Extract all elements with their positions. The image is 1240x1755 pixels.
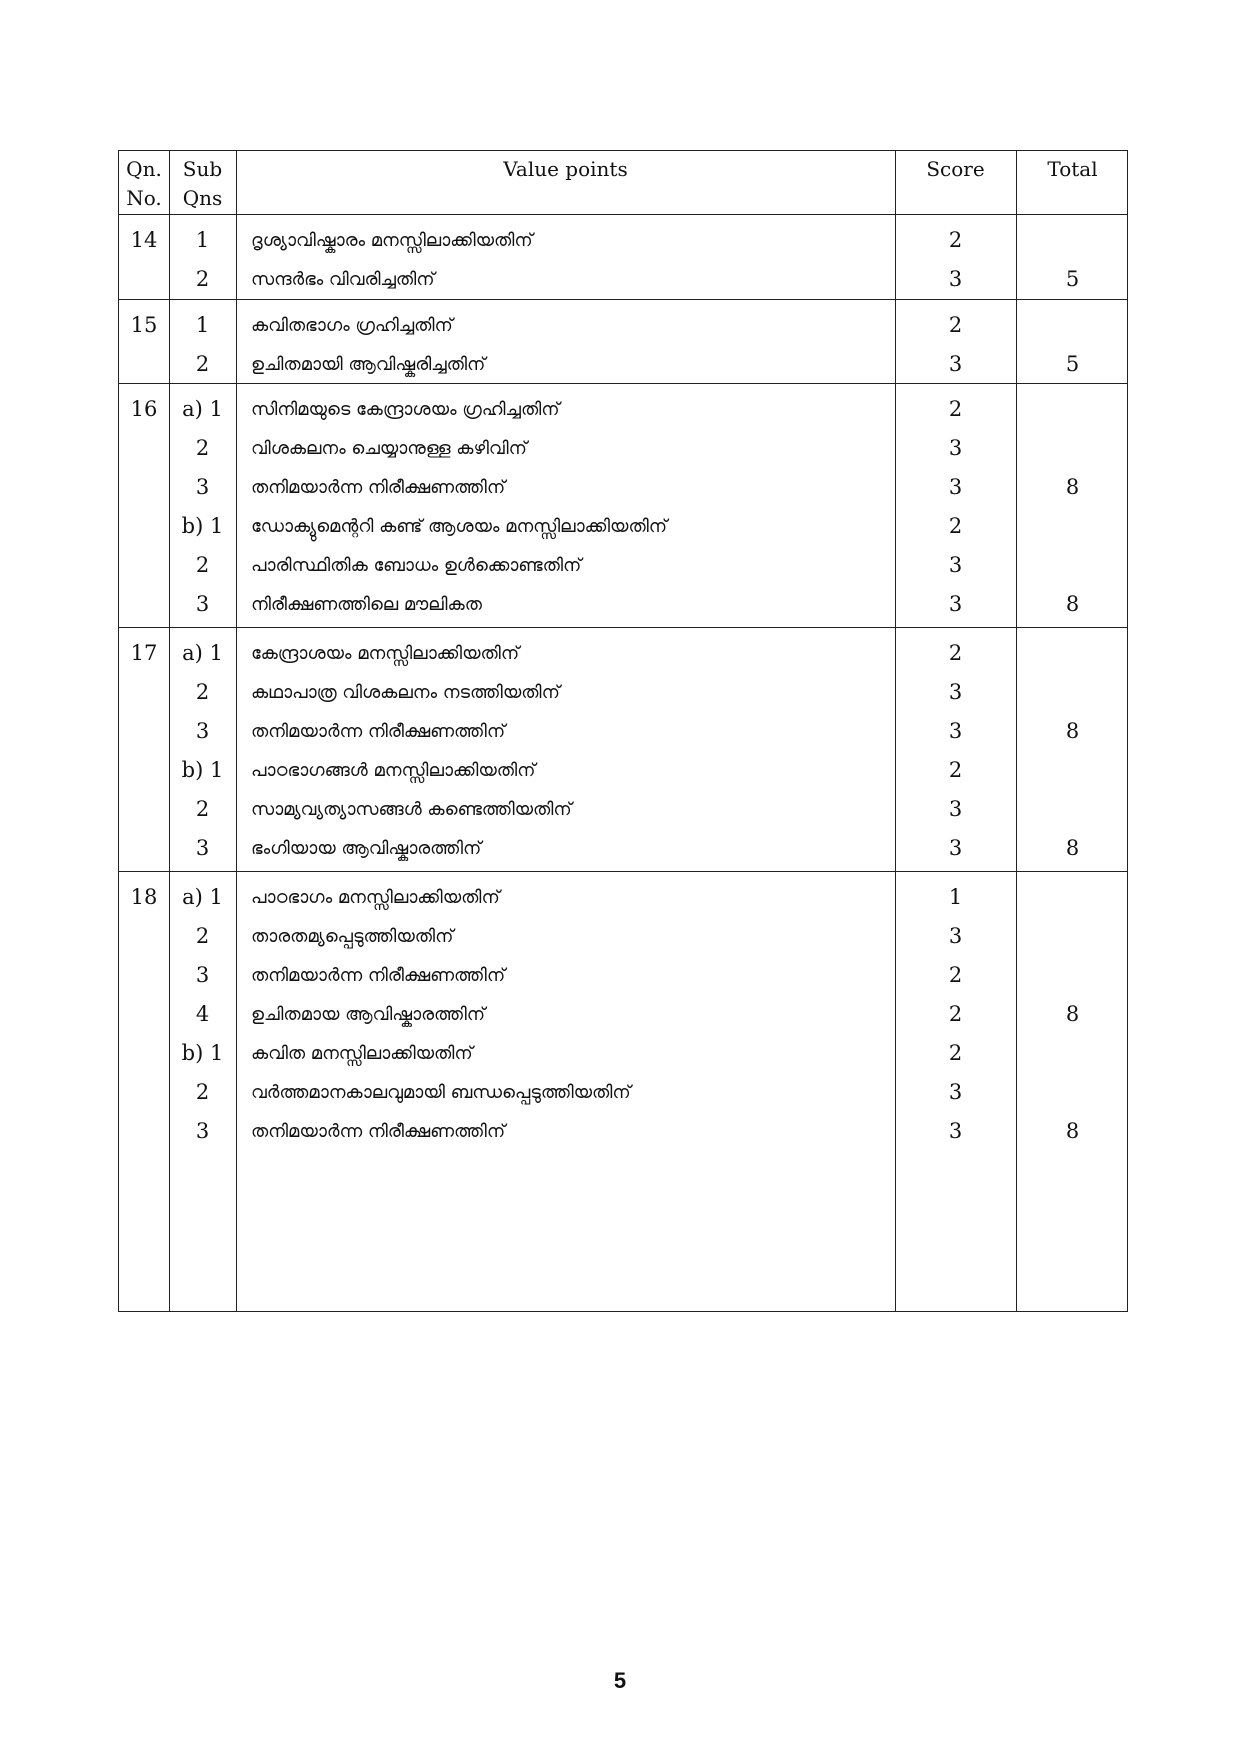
score-cell: 2 <box>948 1041 963 1065</box>
score-cell: 3 <box>948 1080 963 1104</box>
value-point: കവിതഭാഗം ഗ്രഹിച്ചതിന് <box>251 315 453 336</box>
value-points-table <box>118 150 1128 1312</box>
question-number: 14 <box>130 228 158 252</box>
value-point: സന്ദർഭം വിവരിച്ചതിന് <box>251 269 435 290</box>
sub-question: a) 1 <box>182 641 223 665</box>
sub-question: 2 <box>195 267 210 291</box>
score-cell: 3 <box>948 1119 963 1143</box>
table-row <box>119 917 1127 956</box>
sub-question: 3 <box>195 719 210 743</box>
table-row <box>119 751 1127 790</box>
sub-question: a) 1 <box>182 397 223 421</box>
question-number: 18 <box>130 885 158 909</box>
table-row <box>119 1034 1127 1073</box>
value-point: തനിമയാർന്ന നിരീക്ഷണത്തിന് <box>251 477 506 498</box>
question-number: 17 <box>130 641 158 665</box>
header-total: Total <box>1047 157 1098 181</box>
sub-question: 2 <box>195 1080 210 1104</box>
score-cell: 3 <box>948 352 963 376</box>
value-point: സാമ്യവ്യത്യാസങ്ങൾ കണ്ടെത്തിയതിന് <box>251 799 572 820</box>
total-cell: 8 <box>1065 1002 1080 1026</box>
table-row <box>119 585 1127 624</box>
table-row <box>119 956 1127 995</box>
value-point: വർത്തമാനകാലവുമായി ബന്ധപ്പെടുത്തിയതിന് <box>251 1082 631 1103</box>
value-point: ഭംഗിയായ ആവിഷ്കാരത്തിന് <box>251 838 482 859</box>
score-cell: 2 <box>948 641 963 665</box>
value-point: തനിമയാർന്ന നിരീക്ഷണത്തിന് <box>251 965 506 986</box>
header-score: Score <box>926 157 985 181</box>
value-point: തനിമയാർന്ന നിരീക്ഷണത്തിന് <box>251 1121 506 1142</box>
sub-question: 3 <box>195 963 210 987</box>
sub-question: 2 <box>195 436 210 460</box>
value-point: പാഠഭാഗങ്ങൾ മനസ്സിലാക്കിയതിന് <box>251 760 536 781</box>
total-cell: 8 <box>1065 836 1080 860</box>
total-cell: 5 <box>1065 352 1080 376</box>
total-cell: 8 <box>1065 475 1080 499</box>
sub-question: 3 <box>195 1119 210 1143</box>
table-row <box>119 507 1127 546</box>
score-cell: 3 <box>948 719 963 743</box>
sub-question: 3 <box>195 592 210 616</box>
question-number: 16 <box>130 397 158 421</box>
table-row <box>119 673 1127 712</box>
sub-question: 2 <box>195 680 210 704</box>
header-sub-qns: Sub Qns <box>182 157 223 210</box>
sub-question: 2 <box>195 352 210 376</box>
score-cell: 2 <box>948 758 963 782</box>
page-number: 5 <box>613 1668 627 1693</box>
header-qn-no: Qn. No. <box>126 157 162 210</box>
sub-question: 1 <box>195 228 210 252</box>
sub-question: 1 <box>195 313 210 337</box>
sub-question: 2 <box>195 553 210 577</box>
score-cell: 3 <box>948 836 963 860</box>
total-cell: 8 <box>1065 719 1080 743</box>
value-point: താരതമ്യപ്പെടുത്തിയതിന് <box>251 926 454 947</box>
value-point: ദൃശ്യാവിഷ്കാരം മനസ്സിലാക്കിയതിന് <box>251 230 533 251</box>
group-divider <box>119 627 1127 628</box>
sub-question: 3 <box>195 475 210 499</box>
score-cell: 2 <box>948 1002 963 1026</box>
value-point: പാഠഭാഗം മനസ്സിലാക്കിയതിന് <box>251 887 500 908</box>
value-point: സിനിമയുടെ കേന്ദ്രാശയം ഗ്രഹിച്ചതിന് <box>251 399 560 420</box>
table-row <box>119 634 1127 673</box>
score-cell: 3 <box>948 553 963 577</box>
table-row <box>119 345 1127 384</box>
value-point: പാരിസ്ഥിതിക ബോധം ഉൾക്കൊണ്ടതിന് <box>251 555 582 576</box>
table-row <box>119 468 1127 507</box>
group-divider <box>119 871 1127 872</box>
sub-question: 2 <box>195 924 210 948</box>
total-cell: 5 <box>1065 267 1080 291</box>
sub-question: b) 1 <box>181 514 224 538</box>
table-row <box>119 829 1127 868</box>
score-cell: 3 <box>948 680 963 704</box>
table-row <box>119 712 1127 751</box>
group-divider <box>119 299 1127 300</box>
score-cell: 3 <box>948 924 963 948</box>
score-cell: 2 <box>948 397 963 421</box>
score-cell: 2 <box>948 514 963 538</box>
table-row <box>119 1073 1127 1112</box>
table-row <box>119 790 1127 829</box>
value-point: കേന്ദ്രാശയം മനസ്സിലാക്കിയതിന് <box>251 643 520 664</box>
table-row <box>119 390 1127 429</box>
total-cell: 8 <box>1065 592 1080 616</box>
value-point: ഉചിതമായ ആവിഷ്കാരത്തിന് <box>251 1004 486 1025</box>
table-row <box>119 306 1127 345</box>
value-point: കഥാപാത്ര വിശകലനം നടത്തിയതിന് <box>251 682 560 703</box>
value-point: നിരീക്ഷണത്തിലെ മൗലികത <box>251 594 482 615</box>
header-divider <box>119 214 1127 215</box>
sub-question: 4 <box>195 1002 210 1026</box>
score-cell: 2 <box>948 313 963 337</box>
table-row <box>119 429 1127 468</box>
score-cell: 2 <box>948 228 963 252</box>
score-cell: 3 <box>948 475 963 499</box>
table-row <box>119 1112 1127 1151</box>
value-point: ഉചിതമായി ആവിഷ്കരിച്ചതിന് <box>251 354 486 375</box>
sub-question: a) 1 <box>182 885 223 909</box>
total-cell: 8 <box>1065 1119 1080 1143</box>
question-number: 15 <box>130 313 158 337</box>
score-cell: 1 <box>948 885 963 909</box>
table-row <box>119 546 1127 585</box>
sub-question: 3 <box>195 836 210 860</box>
score-cell: 3 <box>948 592 963 616</box>
value-point: തനിമയാർന്ന നിരീക്ഷണത്തിന് <box>251 721 506 742</box>
value-point: വിശകലനം ചെയ്യാനുള്ള കഴിവിന് <box>251 438 527 459</box>
score-cell: 3 <box>948 267 963 291</box>
value-point: ഡോക്യുമെന്ററി കണ്ട് ആശയം മനസ്സിലാക്കിയതിന് <box>251 516 668 537</box>
sub-question: 2 <box>195 797 210 821</box>
sub-question: b) 1 <box>181 1041 224 1065</box>
score-cell: 2 <box>948 963 963 987</box>
value-point: കവിത മനസ്സിലാക്കിയതിന് <box>251 1043 473 1064</box>
header-value-points: Value points <box>503 157 628 181</box>
sub-question: b) 1 <box>181 758 224 782</box>
score-cell: 3 <box>948 797 963 821</box>
table-row <box>119 995 1127 1034</box>
table-row <box>119 878 1127 917</box>
group-divider <box>119 383 1127 384</box>
table-row <box>119 260 1127 299</box>
table-row <box>119 221 1127 260</box>
score-cell: 3 <box>948 436 963 460</box>
